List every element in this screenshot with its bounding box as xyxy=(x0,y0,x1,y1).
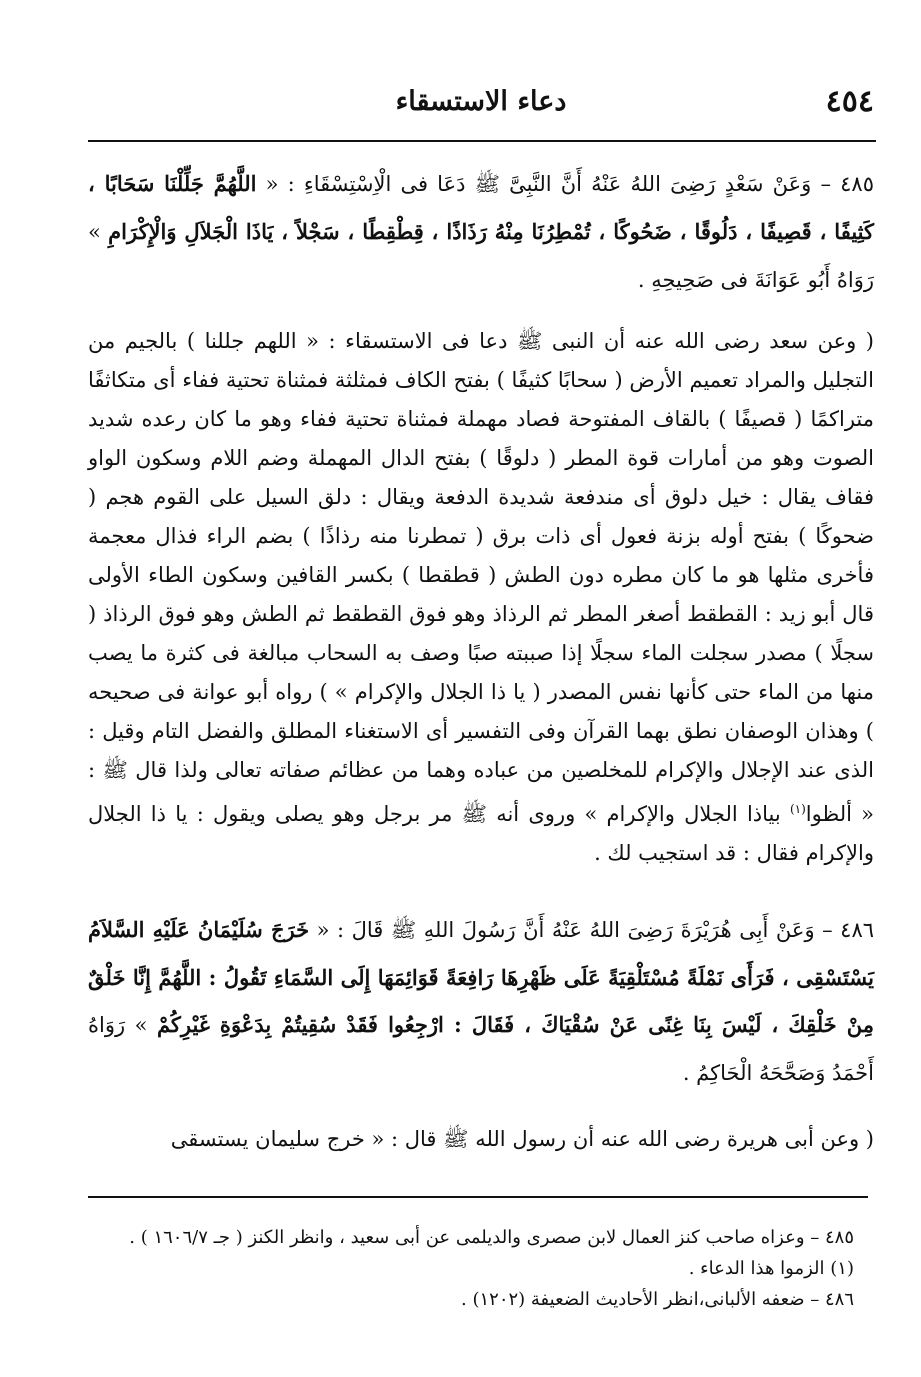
commentary-486 xyxy=(88,1120,904,1159)
footnote-486: ٤٨٦ – ضعفه الألبانى،انظر الأحاديث الضعيفة (١٢٠٢) . xyxy=(461,1289,854,1310)
hadith-486-tail: » رَوَاهُ أَحْمَدُ وَصَحَّحَهُ الْحَاكِمُ . xyxy=(88,1013,874,1085)
hadith-486-lead: ٤٨٦ – وَعَنْ أَبِى هُرَيْرَةَ رَضِىَ اللهُ عَنْهُ أَنَّ رَسُولَ اللهِ ﷺ قَالَ : « xyxy=(309,918,875,942)
hadith-486-text: خَرَجَ سُلَيْمَانُ عَلَيْهِ السَّلاَمُ يَسْتَسْقِى ، فَرَأَى نَمْلَةً مُسْتَلْقِيَةً عَلَى ظَهْرِهَا رَافِعَةً قَوَائِمَهَا إِلَى السَّمَاءِ تَقُولُ : اللَّهُمَّ إِنَّا خَلْقٌ مِنْ خَلْقِكَ ، لَيْسَ بِنَا غِنًى عَنْ سُقْيَاكَ ، فَقَالَ : ارْجِعُوا فَقَدْ سُقِيتُمْ بِدَعْوَةِ غَيْرِكُمْ xyxy=(88,917,874,1037)
commentary-486-text: ( وعن أبى هريرة رضى الله عنه أن رسول الله ﷺ قال : « خرج سليمان يستسقى xyxy=(170,1127,874,1151)
hadith-485-lead: ٤٨٥ – وَعَنْ سَعْدٍ رَضِىَ اللهُ عَنْهُ أَنَّ النَّبِىَّ ﷺ دَعَا فى الْاِسْتِسْقَاءِ : « xyxy=(256,172,874,196)
page-number: ٤٥٤ xyxy=(825,84,874,119)
hadith-485-text: اللَّهُمَّ جَلِّلْنَا سَحَابًا ، كَثِيفًا ، قَصِيفًا ، دَلُوقًا ، ضَحُوكًا ، تُمْطِرُنَا مِنْهُ رَذَاذًا ، قِطْقِطًا ، سَجْلاً ، يَاذَا الْجَلاَلِ وَالْإِكْرَامِ xyxy=(88,171,874,244)
footnote-rule xyxy=(88,1196,868,1198)
commentary-485-part2: بياذا الجلال والإكرام » وروى أنه ﷺ مر برجل وهو يصلى ويقول : يا ذا الجلال والإكرام فقال : قد استجيب لك . xyxy=(88,802,874,865)
commentary-485-part1: ( وعن سعد رضى الله عنه أن النبى ﷺ دعا فى الاستسقاء : « اللهم جللنا ) بالجيم من التجليل والمراد تعميم الأرض ( سحابًا كثيفًا ) بفتح الكاف فمثلثة فمثناة تحتية ففاء أى متكاثفًا متراكمًا ( قصيفًا ) بالقاف المفتوحة فصاد مهملة فمثناة تحتية ففاء وهو ما كان رعده شديد الصوت وهو من أمارات قوة المطر ( دلوقًا ) بفتح الدال المهملة وضم اللام وسكون الواو فقاف يقال : خيل دلوق أى مندفعة شديدة الدفعة ويقال : دلق السيل على القوم هجم ( ضحوكًا ) بفتح أوله بزنة فعول أى ذات برق ( تمطرنا منه رذاذًا ) بضم الراء فذال معجمة فأخرى مثلها هو ما كان مطره دون الطش ( قطقطا ) بكسر القافين وسكون الطاء الأولى قال أبو زيد : القطقط أصغر المطر ثم الرذاذ وهو فوق القطقط ثم الطش وهو فوق الرذاذ ( سجلًا ) مصدر سجلت الماء سجلًا إذا صببته صبًا وصف به السحاب مبالغة فى كثرة ما يصب منها من الماء حتى كأنها نفس المصدر ( يا ذا الجلال والإكرام » ) رواه أبو عوانة فى صحيحه ) وهذان الوصفان نطق بهما القرآن وفى التفسير أى الاستغناء المطلق والفضل التام وقيل : الذى عند الإجلال والإكرام للمخلصين من عباده وهما من عظائم صفاته تعالى ولذا قال ﷺ : « ألظوا xyxy=(88,329,875,826)
footnote-485: ٤٨٥ – وعزاه صاحب كنز العمال لابن صصرى والديلمى عن أبى سعيد ، وانظر الكنز ( جـ ١٦٠٦/٧ ) . xyxy=(129,1227,854,1248)
footnotes xyxy=(88,1222,874,1315)
footnote-marker: (١) xyxy=(789,802,806,816)
footnote-1: (١) الزموا هذا الدعاء . xyxy=(688,1258,854,1279)
header-rule xyxy=(88,140,876,142)
hadith-485-tail: » رَوَاهُ أَبُو عَوَانَةَ فى صَحِيحِهِ . xyxy=(88,220,874,292)
hadith-486 xyxy=(88,906,874,1097)
hadith-485 xyxy=(88,160,874,304)
running-title: دعاء الاستسقاء xyxy=(395,86,567,117)
commentary-485 xyxy=(88,322,904,873)
page-header xyxy=(88,78,874,128)
